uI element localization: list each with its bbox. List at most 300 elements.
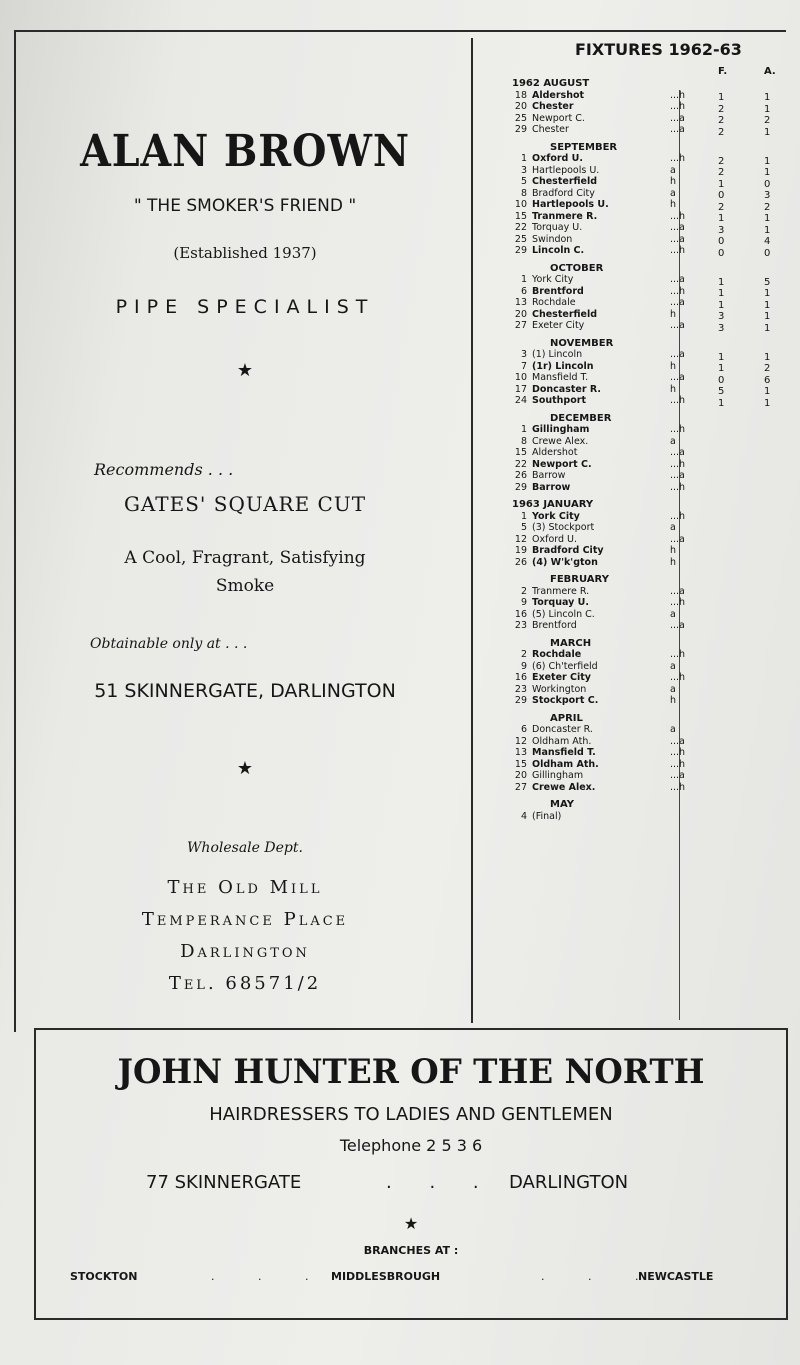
fixture-opponent: Oldham Ath. (532, 735, 592, 747)
fixture-opponent: Hartlepools U. (532, 164, 600, 176)
fixture-row (512, 736, 684, 748)
goals-against: 0 (764, 178, 771, 190)
fixture-venue: ...h (670, 781, 686, 793)
fixture-date: 6 (520, 285, 527, 297)
goals-against: 1 (764, 299, 771, 311)
goals-against: 2 (764, 115, 771, 126)
star-icon: ★ (236, 360, 254, 381)
fixture-opponent: Rochdale (532, 297, 576, 308)
fixture-date: 16 (514, 672, 527, 683)
fixture-venue: ...h (670, 89, 686, 101)
fixture-venue: ...h (670, 758, 686, 770)
goals-against: 1 (764, 322, 771, 334)
fixture-date: 16 (514, 608, 527, 620)
fixture-opponent: Oxford U. (532, 533, 578, 545)
goals-against: 1 (764, 311, 771, 322)
fixture-date: 29 (514, 124, 527, 135)
fixture-venue: ...a (670, 274, 685, 285)
branch-stockton: STOCKTON (70, 1270, 138, 1283)
goals-against: 6 (764, 374, 771, 386)
fixture-venue: ...a (670, 297, 685, 308)
against-column-header: A. (764, 66, 776, 77)
wholesale-label: Wholesale Dept. (187, 840, 303, 856)
fixture-venue: ...h (670, 210, 686, 222)
fixture-venue: a (670, 608, 676, 620)
fixture-date: 24 (514, 395, 527, 406)
fixture-opponent: Chester (532, 124, 569, 135)
fixture-venue: a (670, 164, 676, 176)
pipe-specialist: PIPE SPECIALIST (115, 296, 375, 318)
fixture-opponent: York City (532, 510, 580, 522)
fixture-row (512, 447, 684, 459)
fixture-opponent: Newport C. (532, 458, 592, 470)
fixture-date: 19 (514, 545, 527, 556)
fixture-row (512, 286, 684, 298)
fixture-row (512, 459, 684, 471)
fixture-venue (670, 811, 684, 823)
month-header: MAY (550, 799, 574, 810)
month-header: APRIL (550, 712, 583, 724)
fixture-venue: a (670, 683, 676, 695)
obtainable-text: Obtainable only at . . . (90, 636, 248, 652)
fixture-row (512, 609, 684, 621)
fixture-row (512, 811, 684, 823)
fixture-opponent: Southport (532, 395, 586, 406)
fixture-venue: ...a (670, 770, 685, 781)
fixture-row (512, 349, 684, 361)
month-header: SEPTEMBER (550, 141, 618, 153)
score-spacer (764, 334, 770, 352)
branch-newcastle: NEWCASTLE (638, 1270, 714, 1283)
established-text: (Established 1937) (173, 244, 317, 262)
fixture-row (512, 90, 684, 102)
wholesale-address (20, 872, 470, 1000)
fixture-venue: ...h (670, 245, 686, 256)
fixture-row (512, 176, 684, 188)
fixture-row (512, 661, 684, 673)
advert-title: ALAN BROWN (80, 126, 410, 177)
fixture-venue: ...a (670, 533, 685, 545)
fixture-opponent: Newport C. (532, 112, 585, 124)
fixture-opponent: (6) Ch'terfield (532, 660, 598, 672)
fixture-opponent: Workington (532, 683, 587, 695)
goals-for: 1 (718, 299, 725, 311)
fixture-venue: a (670, 724, 676, 735)
fixture-date: 8 (520, 187, 527, 199)
score-spacer (764, 138, 770, 156)
fixture-venue: h (670, 556, 677, 568)
fixture-venue: ...a (670, 320, 685, 331)
fixture-date: 22 (514, 222, 527, 233)
goals-for-column (718, 92, 724, 409)
product-name: GATES' SQUARE CUT (123, 492, 367, 516)
fixture-venue: ...a (670, 620, 685, 631)
fixture-row (512, 274, 684, 286)
goals-for: 1 (718, 213, 725, 224)
fixture-row (512, 684, 684, 696)
goals-for: 2 (718, 103, 725, 115)
fixture-opponent: Brentford (532, 285, 584, 297)
goals-against: 1 (764, 167, 771, 178)
fixture-row (512, 245, 684, 257)
fixture-opponent: Torquay U. (532, 222, 583, 233)
fixture-venue: ...a (670, 372, 685, 383)
fixture-venue: h (670, 176, 677, 187)
month-header: MARCH (550, 637, 592, 649)
fixture-row (512, 470, 684, 482)
fixture-opponent: Barrow (532, 470, 566, 481)
fixture-date: 25 (514, 112, 527, 124)
fixture-row (512, 153, 684, 165)
fixture-opponent: Swindon (532, 233, 573, 245)
fixture-date: 9 (520, 660, 527, 672)
fixture-venue: h (670, 383, 677, 395)
fixture-date: 23 (514, 683, 527, 695)
goals-for: 1 (718, 351, 725, 363)
fixture-date: 22 (514, 458, 527, 470)
fixture-opponent: Tranmere R. (532, 210, 598, 222)
separator-dots: . . . (211, 1270, 329, 1283)
fixture-date: 12 (514, 735, 527, 747)
fixture-opponent: Torquay U. (532, 597, 589, 608)
fixture-date: 1 (520, 153, 527, 164)
fixture-row (512, 101, 684, 113)
address-line: Darlington (180, 941, 310, 962)
goals-for: 1 (718, 276, 725, 288)
product-description (20, 544, 470, 600)
goals-against: 1 (764, 92, 771, 103)
fixture-venue: ...h (670, 597, 686, 608)
fixture-venue: a (670, 187, 676, 199)
fixture-venue: a (670, 522, 676, 533)
fixture-venue: ...a (670, 112, 685, 124)
score-spacer (764, 259, 770, 277)
fixture-venue: h (670, 199, 677, 210)
fixture-opponent: Crewe Alex. (532, 435, 589, 447)
goals-for: 0 (718, 236, 725, 247)
address-line: The Old Mill (167, 877, 323, 898)
fixture-date: 26 (514, 470, 527, 481)
fixture-opponent: Stockport C. (532, 695, 599, 706)
fixture-opponent: Rochdale (532, 649, 582, 660)
fixture-date: 1 (520, 274, 527, 285)
goals-against: 2 (764, 201, 771, 213)
fixture-row (512, 297, 684, 309)
fixture-row (512, 620, 684, 632)
goals-for: 2 (718, 167, 725, 178)
advert-title: JOHN HUNTER OF THE NORTH (117, 1052, 705, 1092)
fixture-venue: ...a (670, 470, 685, 481)
separator-dots: . . . (541, 1270, 659, 1283)
fixture-date: 17 (514, 383, 527, 395)
fixtures-title: FIXTURES 1962-63 (575, 40, 742, 59)
goals-for: 1 (718, 178, 725, 190)
fixture-opponent: Crewe Alex. (532, 781, 596, 793)
branch-middlesbrough: MIDDLESBROUGH (331, 1270, 441, 1283)
fixture-opponent: (Final) (532, 810, 562, 822)
fixture-venue: ...h (670, 649, 686, 660)
fixture-date: 1 (520, 510, 527, 522)
telephone: Tel. 68571/2 (168, 973, 322, 994)
goals-against: 1 (764, 155, 771, 167)
goals-against: 3 (764, 190, 771, 201)
fixture-date: 27 (514, 781, 527, 793)
fixture-opponent: (3) Stockport (532, 522, 595, 533)
fixture-row (512, 424, 684, 436)
fixture-venue: ...a (670, 585, 685, 597)
fixture-opponent: Chesterfield (532, 308, 598, 320)
fixture-row (512, 211, 684, 223)
fixture-date: 4 (520, 810, 527, 822)
fixture-opponent: Aldershot (532, 89, 585, 101)
fixture-opponent: Aldershot (532, 447, 578, 458)
fixture-date: 9 (520, 597, 527, 608)
fixture-row (512, 124, 684, 136)
fixture-opponent: Chester (532, 101, 574, 112)
fixture-opponent: Mansfield T. (532, 372, 589, 383)
fixture-date: 20 (514, 308, 527, 320)
fixture-date: 2 (520, 585, 527, 597)
star-icon: ★ (236, 758, 254, 779)
score-spacer (718, 334, 724, 352)
fixture-row (512, 597, 684, 609)
fixture-row (512, 695, 684, 707)
fixture-date: 29 (514, 481, 527, 493)
goals-against: 1 (764, 386, 771, 397)
fixture-date: 29 (514, 695, 527, 706)
goals-for: 3 (718, 311, 725, 322)
fixture-row (512, 361, 684, 373)
fixture-opponent: Barrow (532, 481, 571, 493)
month-header: 1963 JANUARY (512, 499, 594, 510)
fixture-row (512, 545, 684, 557)
fixture-date: 3 (520, 164, 527, 176)
for-column-header: F. (718, 66, 728, 77)
goals-against: 2 (764, 363, 771, 374)
fixture-venue: h (670, 308, 677, 320)
month-header: NOVEMBER (550, 337, 614, 349)
telephone: Telephone 2 5 3 6 (339, 1136, 483, 1155)
branches-label: BRANCHES AT : (363, 1244, 459, 1257)
fixture-date: 15 (514, 210, 527, 222)
fixture-venue: h (670, 695, 677, 706)
fixture-opponent: (5) Lincoln C. (532, 608, 595, 620)
goals-for: 1 (718, 363, 725, 374)
fixture-row (512, 522, 684, 534)
goals-for: 2 (718, 115, 725, 126)
fixture-opponent: Doncaster R. (532, 724, 593, 735)
fixture-venue: ...a (670, 233, 685, 245)
fixture-row (512, 782, 684, 794)
fixture-venue: ...h (670, 424, 686, 435)
goals-for: 2 (718, 126, 725, 138)
month-header: DECEMBER (550, 412, 612, 424)
fixture-venue: ...h (670, 101, 686, 112)
fixture-row (512, 188, 684, 200)
fixture-opponent: Mansfield T. (532, 747, 596, 758)
fixture-row (512, 649, 684, 661)
town-name: DARLINGTON (509, 1172, 629, 1193)
goals-against: 1 (764, 397, 771, 409)
fixture-opponent: Bradford City (532, 187, 595, 199)
fixture-date: 27 (514, 320, 527, 331)
goals-against-column (764, 92, 770, 409)
fixture-date: 18 (514, 89, 527, 101)
fixture-venue: a (670, 660, 676, 672)
fixture-date: 1 (520, 424, 527, 435)
star-icon: ★ (403, 1214, 419, 1233)
fixture-date: 29 (514, 245, 527, 256)
address-line: Temperance Place (141, 909, 349, 930)
goals-for: 0 (718, 190, 725, 201)
fixture-row (512, 770, 684, 782)
goals-for: 1 (718, 288, 725, 299)
goals-against: 5 (764, 276, 771, 288)
fixture-venue: ...h (670, 458, 686, 470)
goals-against: 0 (764, 247, 771, 259)
fixture-date: 13 (514, 297, 527, 308)
fixture-date: 23 (514, 620, 527, 631)
fixture-date: 5 (520, 522, 527, 533)
goals-against: 1 (764, 103, 771, 115)
month-header: 1962 AUGUST (512, 78, 590, 89)
fixture-date: 15 (514, 447, 527, 458)
fixture-venue: ...a (670, 349, 685, 360)
fixtures-list (512, 78, 684, 822)
fixture-date: 15 (514, 758, 527, 770)
fixture-date: 20 (514, 101, 527, 112)
fixture-row (512, 309, 684, 321)
fixture-venue: ...h (670, 510, 686, 522)
fixture-opponent: Doncaster R. (532, 383, 601, 395)
fixture-opponent: Gillingham (532, 424, 590, 435)
fixture-opponent: Oldham Ath. (532, 758, 599, 770)
fixture-row (512, 672, 684, 684)
fixture-venue: ...a (670, 124, 685, 135)
description-line: Smoke (215, 576, 275, 596)
fixture-date: 6 (520, 724, 527, 735)
fixture-opponent: Bradford City (532, 545, 604, 556)
fixture-venue: ...h (670, 481, 686, 493)
fixture-opponent: Oxford U. (532, 153, 583, 164)
goals-for: 3 (718, 224, 725, 236)
fixture-opponent: Hartlepools U. (532, 199, 609, 210)
fixture-row (512, 534, 684, 546)
fixture-venue: ...a (670, 222, 685, 233)
fixture-row (512, 395, 684, 407)
fixture-opponent: Exeter City (532, 320, 585, 331)
fixture-venue: ...h (670, 672, 686, 683)
fixture-date: 8 (520, 435, 527, 447)
fixture-row (512, 222, 684, 234)
fixture-row (512, 511, 684, 523)
goals-for: 0 (718, 247, 725, 259)
goals-for: 5 (718, 386, 725, 397)
goals-against: 4 (764, 236, 771, 247)
fixture-opponent: Lincoln C. (532, 245, 585, 256)
goals-for: 2 (718, 201, 725, 213)
fixture-date: 3 (520, 349, 527, 360)
fixture-venue: ...h (670, 285, 686, 297)
score-spacer (718, 259, 724, 277)
fixture-date: 20 (514, 770, 527, 781)
goals-against: 1 (764, 224, 771, 236)
goals-for: 3 (718, 322, 725, 334)
fixture-row (512, 384, 684, 396)
recommends-text: Recommends . . . (94, 460, 234, 479)
fixture-opponent: Tranmere R. (532, 585, 590, 597)
shop-address: 51 SKINNERGATE, DARLINGTON (94, 680, 396, 702)
fixture-opponent: (1) Lincoln (532, 349, 583, 360)
fixture-date: 7 (520, 360, 527, 372)
fixture-venue: ...h (670, 153, 686, 164)
fixture-opponent: (1r) Lincoln (532, 360, 594, 372)
goals-for: 0 (718, 374, 725, 386)
fixture-row (512, 724, 684, 736)
fixture-row (512, 759, 684, 771)
month-header: OCTOBER (550, 262, 604, 274)
goals-for: 1 (718, 397, 725, 409)
fixture-row (512, 234, 684, 246)
fixture-row (512, 557, 684, 569)
fixture-row (512, 747, 684, 759)
fixture-date: 10 (514, 372, 527, 383)
fixture-row (512, 482, 684, 494)
fixture-opponent: Gillingham (532, 770, 584, 781)
fixture-row (512, 320, 684, 332)
fixture-date: 5 (520, 176, 527, 187)
fixture-opponent: (4) W'k'gton (532, 556, 598, 568)
goals-against: 1 (764, 351, 771, 363)
fixture-venue: ...h (670, 395, 686, 406)
fixture-row (512, 165, 684, 177)
goals-against: 1 (764, 213, 771, 224)
fixture-opponent: York City (532, 274, 574, 285)
fixture-row (512, 113, 684, 125)
month-header: FEBRUARY (550, 574, 609, 585)
fixture-row (512, 199, 684, 211)
goals-against: 1 (764, 288, 771, 299)
fixture-date: 12 (514, 533, 527, 545)
description-line: A Cool, Fragrant, Satisfying (124, 548, 366, 568)
fixture-venue: h (670, 360, 677, 372)
fixture-date: 10 (514, 199, 527, 210)
fixture-opponent: Exeter City (532, 672, 591, 683)
fixture-venue: ...a (670, 735, 685, 747)
fixture-row (512, 436, 684, 448)
fixture-date: 26 (514, 556, 527, 568)
fixture-opponent: Brentford (532, 620, 577, 631)
separator-dots: . . . (386, 1172, 495, 1193)
score-spacer (718, 138, 724, 156)
advert-slogan: " THE SMOKER'S FRIEND " (133, 196, 357, 216)
goals-for: 1 (718, 92, 725, 103)
fixture-venue: ...a (670, 447, 685, 458)
fixture-date: 13 (514, 747, 527, 758)
fixture-venue: a (670, 435, 676, 447)
street-address: 77 SKINNERGATE (146, 1172, 302, 1193)
fixture-row (512, 586, 684, 598)
fixture-date: 2 (520, 649, 527, 660)
fixture-opponent: Chesterfield (532, 176, 598, 187)
advert-subtitle: HAIRDRESSERS TO LADIES AND GENTLEMEN (209, 1104, 613, 1125)
fixture-venue: h (670, 545, 677, 556)
fixture-row (512, 372, 684, 384)
goals-for: 2 (718, 155, 725, 167)
goals-against: 1 (764, 126, 771, 138)
column-divider (471, 38, 473, 1023)
fixture-venue: ...h (670, 747, 686, 758)
